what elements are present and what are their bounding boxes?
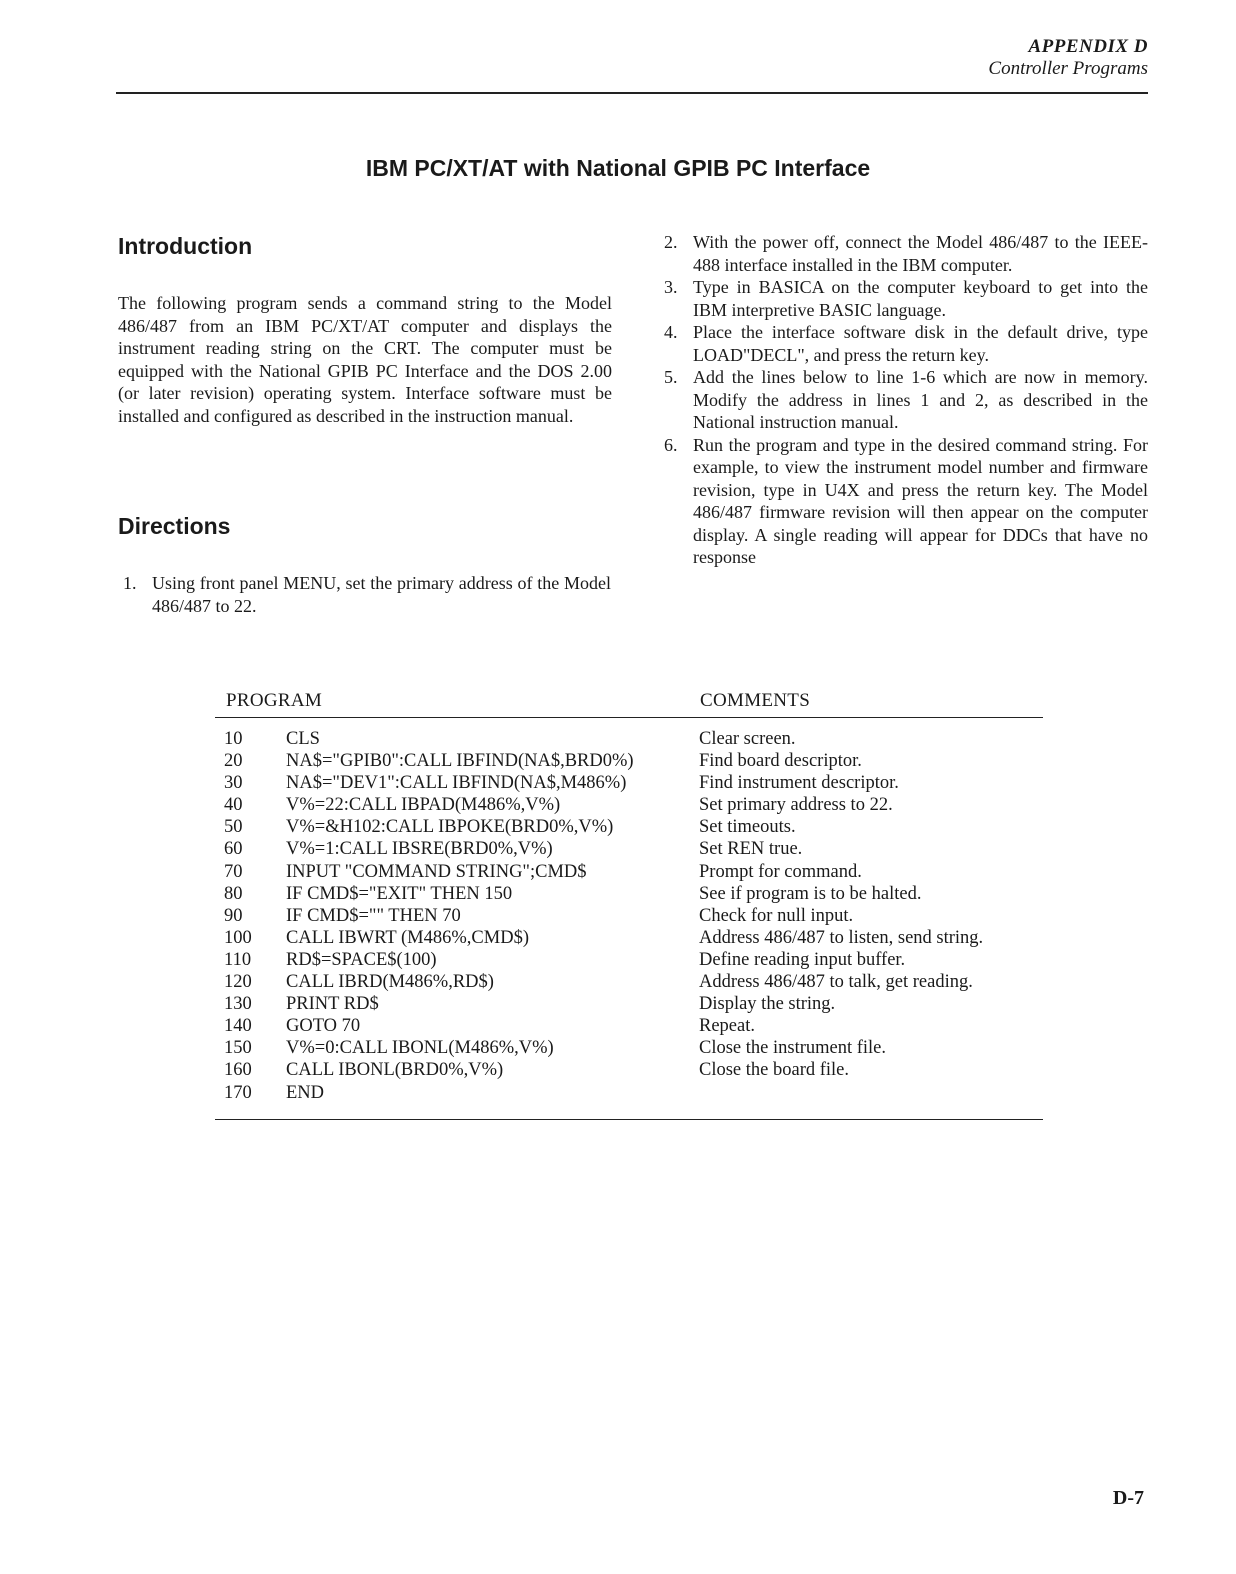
direction-step	[664, 434, 1148, 569]
code-comment: Close the instrument file.	[699, 1038, 887, 1059]
program-row	[215, 1015, 1043, 1037]
program-row	[215, 949, 1043, 971]
code-statement: CLS	[286, 729, 320, 749]
code-comment: Address 486/487 to talk, get reading.	[699, 972, 973, 993]
introduction-heading: Introduction	[118, 233, 253, 259]
program-row	[215, 1082, 1043, 1104]
program-row	[215, 728, 1043, 750]
code-statement: CALL IBONL(BRD0%,V%)	[286, 1060, 504, 1081]
code-statement: V%=22:CALL IBPAD(M486%,V%)	[286, 795, 561, 816]
step-number: 3.	[664, 277, 678, 297]
code-statement: V%=0:CALL IBONL(M486%,V%)	[286, 1038, 554, 1059]
code-comment: See if program is to be halted.	[699, 883, 922, 904]
introduction-paragraph: The following program sends a command string to the Model 486/487 from an IBM PC/XT/AT computer and displays the instrument reading string on the CRT. The computer must be equipped with the National GPIB PC Interface and the DOS 2.00 (or later revision) operating system. Interface software must be installed and configured as described in the instruction manual.	[118, 293, 612, 426]
header-rule	[116, 92, 1148, 94]
program-row	[215, 993, 1043, 1015]
code-comment: Clear screen.	[699, 729, 796, 749]
program-row	[215, 1059, 1043, 1081]
step-text: Using front panel MENU, set the primary address of the Model 486/487 to 22.	[152, 573, 611, 616]
line-number: 50	[224, 817, 243, 838]
code-statement: INPUT "COMMAND STRING";CMD$	[286, 861, 587, 882]
code-statement: IF CMD$="EXIT" THEN 150	[286, 883, 513, 904]
line-number: 130	[224, 994, 252, 1015]
comments-column-header: COMMENTS	[700, 690, 811, 711]
code-comment: Close the board file.	[699, 1060, 850, 1081]
program-rows	[215, 728, 1043, 1104]
direction-step	[664, 321, 1148, 366]
line-number: 150	[224, 1038, 252, 1059]
direction-step	[123, 572, 611, 617]
code-comment: Set primary address to 22.	[699, 795, 893, 816]
step-text: Run the program and type in the desired command string. For example, to view the instrument model number and firmware revision, type in U4X and press the return key. The Model 486/487 firmware revision will then appear on the computer display. A single reading will appear for DDCs that have no response	[693, 434, 1148, 567]
line-number: 170	[224, 1082, 252, 1103]
step-text: Add the lines below to line 1-6 which are now in memory. Modify the address in lines 1 and 2, as described in the National instruction manual.	[693, 367, 1148, 432]
step-text: Place the interface software disk in the default drive, type LOAD"DECL", and press the return key.	[693, 322, 1148, 365]
line-number: 160	[224, 1060, 252, 1081]
line-number: 120	[224, 972, 252, 993]
code-statement: END	[286, 1082, 325, 1103]
step-number: 4.	[664, 322, 678, 342]
code-statement: CALL IBRD(M486%,RD$)	[286, 972, 494, 993]
code-statement: V%=1:CALL IBSRE(BRD0%,V%)	[286, 839, 553, 860]
direction-step	[664, 231, 1148, 276]
table-bottom-rule	[215, 1119, 1043, 1120]
program-row	[215, 750, 1043, 772]
step-number: 5.	[664, 367, 678, 387]
line-number: 10	[224, 729, 243, 749]
direction-step	[664, 276, 1148, 321]
line-number: 90	[224, 905, 243, 926]
code-comment: Find board descriptor.	[699, 751, 862, 772]
directions-heading: Directions	[118, 513, 231, 539]
program-row	[215, 883, 1043, 905]
directions-steps-left	[123, 572, 611, 617]
line-number: 80	[224, 883, 243, 904]
direction-step	[664, 366, 1148, 434]
line-number: 60	[224, 839, 243, 860]
step-number: 2.	[664, 232, 678, 252]
program-row	[215, 905, 1043, 927]
program-row	[215, 927, 1043, 949]
code-comment: Set REN true.	[699, 839, 803, 860]
code-statement: NA$="GPIB0":CALL IBFIND(NA$,BRD0%)	[286, 751, 634, 772]
line-number: 40	[224, 795, 243, 816]
program-row	[215, 861, 1043, 883]
code-statement: CALL IBWRT (M486%,CMD$)	[286, 927, 529, 948]
program-row	[215, 772, 1043, 794]
running-header	[988, 36, 1148, 80]
code-comment: Find instrument descriptor.	[699, 773, 899, 794]
line-number: 100	[224, 927, 252, 948]
code-comment: Define reading input buffer.	[699, 949, 906, 970]
code-statement: RD$=SPACE$(100)	[286, 949, 437, 970]
line-number: 30	[224, 773, 243, 794]
program-row	[215, 794, 1043, 816]
page-number: D-7	[1112, 1487, 1144, 1509]
program-row	[215, 838, 1043, 860]
code-statement: GOTO 70	[286, 1016, 361, 1037]
code-comment: Display the string.	[699, 994, 836, 1015]
code-statement: PRINT RD$	[286, 994, 379, 1015]
directions-steps-right	[664, 231, 1148, 569]
line-number: 110	[224, 949, 252, 970]
code-comment: Set timeouts.	[699, 817, 796, 838]
step-number: 1.	[123, 573, 137, 593]
code-statement: V%=&H102:CALL IBPOKE(BRD0%,V%)	[286, 817, 614, 838]
section-label: Controller Programs	[988, 58, 1148, 79]
line-number: 70	[224, 861, 243, 882]
table-top-rule	[215, 717, 1043, 718]
program-row	[215, 1037, 1043, 1059]
code-comment: Check for null input.	[699, 905, 854, 926]
step-text: Type in BASICA on the computer keyboard to get into the IBM interpretive BASIC language.	[693, 277, 1148, 320]
code-statement: NA$="DEV1":CALL IBFIND(NA$,M486%)	[286, 773, 627, 794]
code-comment: Address 486/487 to listen, send string.	[699, 927, 984, 948]
appendix-label: APPENDIX D	[1028, 36, 1148, 57]
line-number: 140	[224, 1016, 252, 1037]
line-number: 20	[224, 751, 243, 772]
code-comment: Prompt for command.	[699, 861, 862, 882]
page-title: IBM PC/XT/AT with National GPIB PC Interface	[365, 155, 871, 181]
code-comment: Repeat.	[699, 1016, 755, 1037]
step-number: 6.	[664, 434, 678, 455]
program-column-header: PROGRAM	[226, 690, 323, 711]
program-row	[215, 971, 1043, 993]
step-text: With the power off, connect the Model 486/487 to the IEEE-488 interface installed in the IBM computer.	[693, 232, 1148, 275]
program-row	[215, 816, 1043, 838]
code-statement: IF CMD$="" THEN 70	[286, 905, 461, 926]
